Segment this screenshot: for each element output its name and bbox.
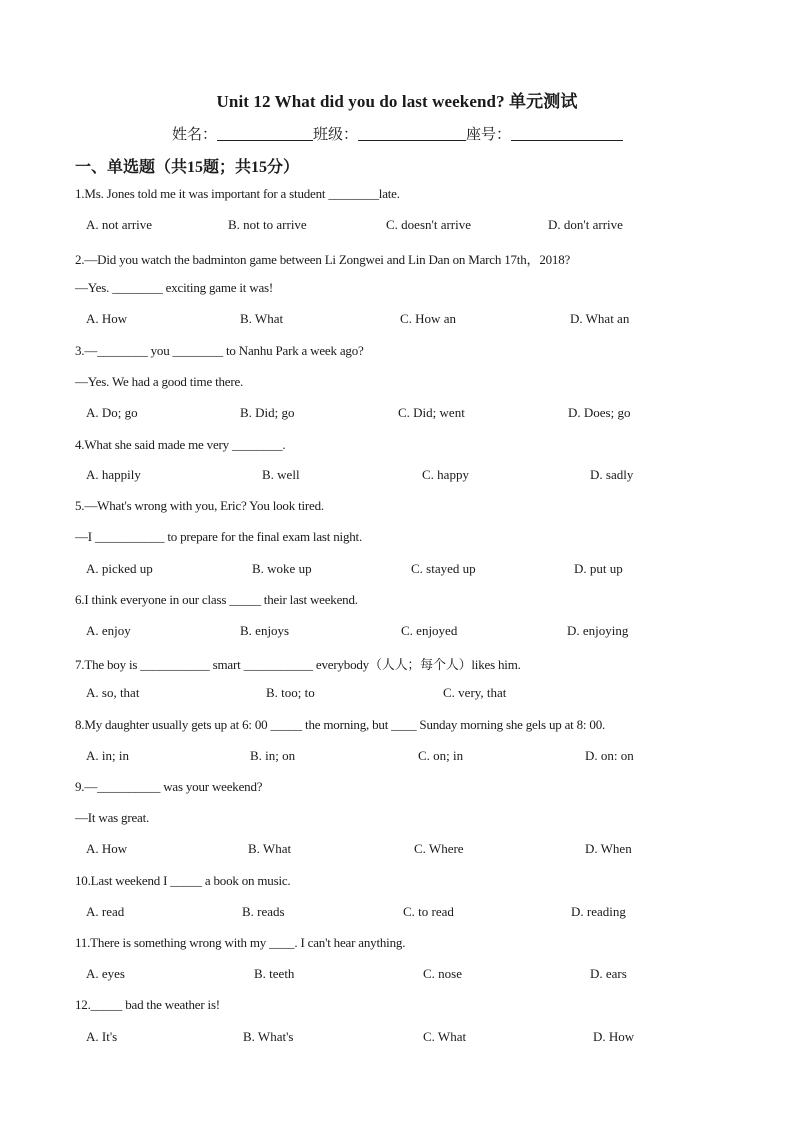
answer-option-c[interactable]: C. What (423, 1029, 467, 1044)
answer-option-c[interactable]: C. on; in (418, 748, 464, 763)
answer-option-a[interactable]: A. read (86, 904, 125, 919)
class-blank[interactable] (358, 126, 466, 141)
class-label: 班级： (313, 127, 359, 143)
question-stem: 11.There is something wrong with my ____. I can't hear anything. (75, 935, 406, 950)
answer-option-d[interactable]: D. sadly (590, 467, 634, 482)
name-blank[interactable] (217, 126, 313, 141)
answer-option-d[interactable]: D. When (585, 841, 632, 856)
answer-option-d[interactable]: D. Does; go (568, 405, 631, 420)
answer-option-c[interactable]: C. doesn't arrive (386, 217, 472, 232)
answer-option-a[interactable]: A. picked up (86, 561, 153, 576)
answer-option-b[interactable]: B. What (240, 311, 284, 326)
answer-option-b[interactable]: B. Did; go (240, 405, 295, 420)
answer-option-b[interactable]: B. enjoys (240, 623, 290, 638)
question-stem: 5.—What's wrong with you, Eric? You look tired. (75, 498, 324, 513)
question-stem: 3.—________ you ________ to Nanhu Park a week ago? (75, 343, 364, 358)
answer-option-a[interactable]: A. How (86, 311, 128, 326)
answer-option-b[interactable]: B. not to arrive (228, 217, 307, 232)
answer-option-b[interactable]: B. What (248, 841, 292, 856)
answer-option-c[interactable]: C. very, that (443, 685, 507, 700)
answer-option-a[interactable]: A. enjoy (86, 623, 131, 638)
question-stem: 2.—Did you watch the badminton game between Li Zongwei and Lin Dan on March 17th，2018? (75, 252, 571, 267)
section-heading: 一、单选题（共15题；共15分） (75, 159, 300, 176)
question-stem: 6.I think everyone in our class _____ their last weekend. (75, 592, 358, 607)
question-stem: 10.Last weekend I _____ a book on music. (75, 873, 291, 888)
answer-option-b[interactable]: B. in; on (250, 748, 296, 763)
answer-option-a[interactable]: A. not arrive (86, 217, 153, 232)
answer-option-d[interactable]: D. What an (570, 311, 630, 326)
answer-option-b[interactable]: B. well (262, 467, 300, 482)
answer-option-d[interactable]: D. reading (571, 904, 626, 919)
answer-option-d[interactable]: D. ears (590, 966, 627, 981)
answer-option-c[interactable]: C. nose (423, 966, 462, 981)
question-stem: 12._____ bad the weather is! (75, 997, 220, 1012)
answer-option-b[interactable]: B. woke up (252, 561, 312, 576)
answer-option-b[interactable]: B. reads (242, 904, 285, 919)
question-line: —Yes. We had a good time there. (75, 374, 244, 389)
answer-option-d[interactable]: D. on: on (585, 748, 634, 763)
seat-label: 座号： (466, 127, 512, 143)
answer-option-c[interactable]: C. enjoyed (401, 623, 458, 638)
answer-option-a[interactable]: A. in; in (86, 748, 129, 763)
answer-option-b[interactable]: B. teeth (254, 966, 295, 981)
answer-option-a[interactable]: A. It's (86, 1029, 118, 1044)
answer-option-b[interactable]: B. What's (243, 1029, 294, 1044)
answer-option-a[interactable]: A. How (86, 841, 128, 856)
question-stem: 1.Ms. Jones told me it was important for a student ________late. (75, 186, 400, 201)
seat-blank[interactable] (511, 126, 623, 141)
answer-option-d[interactable]: D. put up (574, 561, 623, 576)
answer-option-d[interactable]: D. enjoying (567, 623, 629, 638)
answer-option-d[interactable]: D. How (593, 1029, 635, 1044)
answer-option-a[interactable]: A. eyes (86, 966, 125, 981)
answer-option-c[interactable]: C. happy (422, 467, 469, 482)
question-stem: 4.What she said made me very ________. (75, 437, 286, 452)
question-line: —It was great. (75, 810, 150, 825)
answer-option-b[interactable]: B. too; to (266, 685, 315, 700)
question-stem: 8.My daughter usually gets up at 6: 00 _____ the morning, but ____ Sunday morning she gels up at 8: 00. (75, 717, 606, 732)
answer-option-a[interactable]: A. Do; go (86, 405, 138, 420)
question-stem: 7.The boy is ___________ smart ___________ everybody（人人；每个人）likes him. (75, 657, 521, 672)
question-line: —Yes. ________ exciting game it was! (75, 280, 274, 295)
answer-option-a[interactable]: A. so, that (86, 685, 140, 700)
student-info-line (172, 123, 623, 144)
answer-option-c[interactable]: C. How an (400, 311, 456, 326)
answer-option-c[interactable]: C. to read (403, 904, 454, 919)
name-label: 姓名： (172, 127, 218, 143)
answer-option-c[interactable]: C. Did; went (398, 405, 465, 420)
answer-option-d[interactable]: D. don't arrive (548, 217, 623, 232)
answer-option-c[interactable]: C. Where (414, 841, 464, 856)
answer-option-a[interactable]: A. happily (86, 467, 141, 482)
page-title: Unit 12 What did you do last weekend? 单元测试 (216, 92, 578, 111)
question-stem: 9.—__________ was your weekend? (75, 779, 263, 794)
answer-option-c[interactable]: C. stayed up (411, 561, 476, 576)
question-line: —I ___________ to prepare for the final exam last night. (75, 529, 363, 544)
